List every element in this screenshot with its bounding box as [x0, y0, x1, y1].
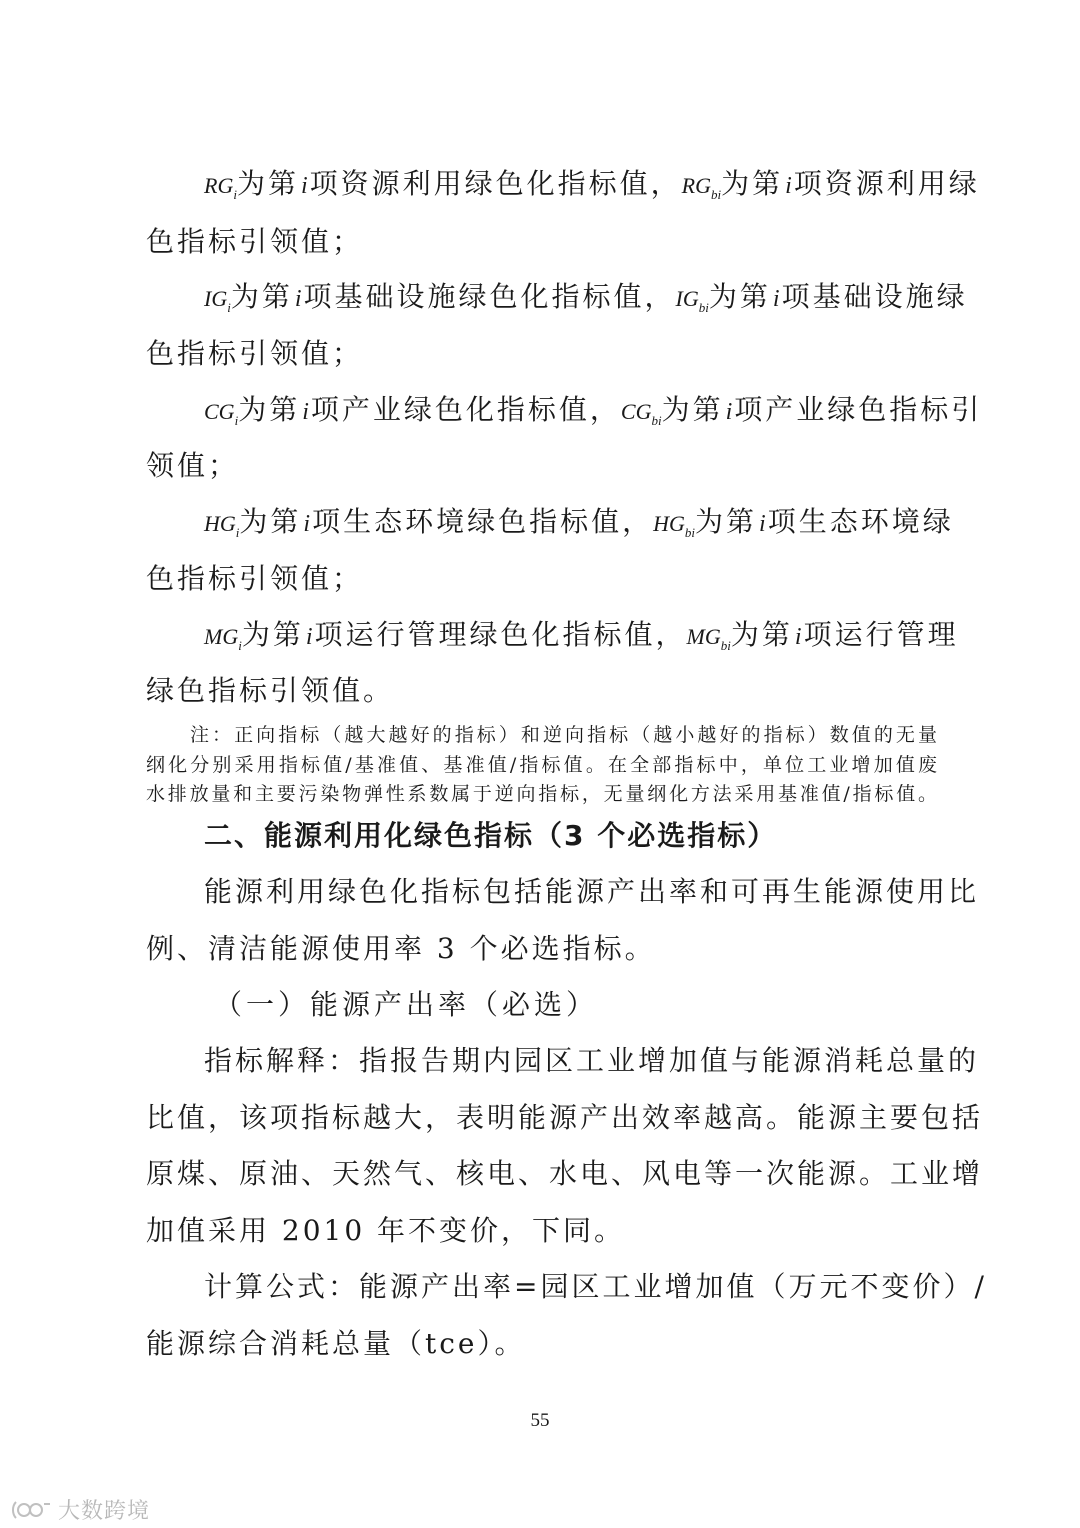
- explanation-line-3: 原煤、原油、天然气、核电、水电、风电等一次能源。工业增: [146, 1157, 984, 1190]
- definition-continuation: 色指标引领值；: [146, 337, 364, 370]
- definition-continuation: 色指标引领值；: [146, 225, 364, 258]
- definition-continuation: 领值；: [146, 449, 240, 482]
- definition-continuation: 绿色指标引领值。: [146, 674, 395, 707]
- section-heading: 二、能源利用化绿色指标（3 个必选指标）: [204, 819, 778, 852]
- note-line-3: 水排放量和主要污染物弹性系数属于逆向指标，无量纲化方法采用基准值/指标值。: [146, 783, 938, 805]
- definition-line: $RG_i$为第i项资源利用绿色化指标值，$RG_{bi}$为第i项资源利用绿: [204, 167, 980, 202]
- note-line-2: 纲化分别采用指标值/基准值、基准值/指标值。在全部指标中，单位工业增加值废: [146, 754, 938, 776]
- watermark: [10, 1494, 150, 1525]
- definition-line: $MG_i$为第i项运行管理绿色化指标值，$MG_{bi}$为第i项运行管理: [204, 618, 959, 653]
- definition-continuation: 色指标引领值；: [146, 562, 364, 595]
- definition-line: $HG_i$为第i项生态环境绿色指标值，$HG_{bi}$为第i项生态环境绿: [204, 505, 954, 540]
- watermark-logo-icon: [10, 1498, 52, 1522]
- formula-line-2: 能源综合消耗总量（tce）。: [146, 1327, 526, 1360]
- explanation-line-1: 指标解释：指报告期内园区工业增加值与能源消耗总量的: [204, 1044, 980, 1077]
- definition-line: $IG_i$为第i项基础设施绿色化指标值，$IG_{bi}$为第i项基础设施绿: [204, 280, 968, 315]
- explanation-line-2: 比值，该项指标越大，表明能源产出效率越高。能源主要包括: [146, 1101, 984, 1134]
- section-intro-line-2: 例、清洁能源使用率 3 个必选指标。: [146, 932, 656, 965]
- note-line-1: 注：正向指标（越大越好的指标）和逆向指标（越小越好的指标）数值的无量: [190, 724, 938, 746]
- subsection-heading: （一）能源产出率（必选）: [214, 988, 599, 1021]
- watermark-text: 大数跨境: [58, 1499, 151, 1524]
- definition-line: $CG_i$为第i项产业绿色化指标值，$CG_{bi}$为第i项产业绿色指标引: [204, 393, 983, 428]
- explanation-line-4: 加值采用 2010 年不变价，下同。: [146, 1214, 626, 1247]
- section-intro-line-1: 能源利用绿色化指标包括能源产出率和可再生能源使用比: [204, 875, 980, 908]
- page-number: 55: [530, 1410, 550, 1431]
- formula-line-1: 计算公式：能源产出率=园区工业增加值（万元不变价）/: [204, 1270, 987, 1303]
